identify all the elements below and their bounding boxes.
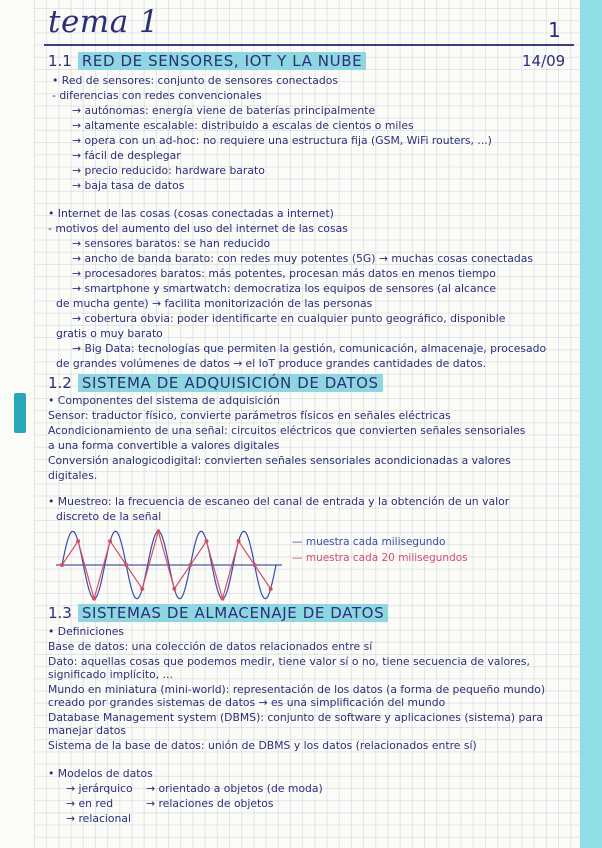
note-line: Sistema de la base de datos: unión de DBMS y los datos (relacionados entre sí) — [48, 739, 477, 752]
sample-point — [253, 563, 257, 567]
note-line: de mucha gente) → facilita monitorización de las personas — [56, 297, 373, 310]
note-line: Mundo en miniatura (mini-world): representación de los datos (a forma de pequeño mundo) creado por grandes sistemas de datos → es una simplificación del mundo — [48, 683, 546, 709]
note-line: → relaciones de objetos — [146, 797, 274, 810]
legend-red: — muestra cada 20 milisegundos — [292, 552, 468, 564]
note-line: → Big Data: tecnologías que permiten la gestión, comunicación, almacenaje, procesado — [72, 342, 547, 355]
sampling-chart — [56, 522, 282, 608]
section-title: SISTEMAS DE ALMACENAJE DE DATOS — [78, 604, 388, 622]
section-heading-1-2 — [48, 374, 383, 392]
section-heading-1-1 — [48, 52, 366, 70]
note-line: → opera con un ad-hoc: no requiere una estructura fija (GSM, WiFi routers, ...) — [72, 134, 492, 147]
section-number: 1.2 — [48, 374, 72, 392]
note-line: • Muestreo: la frecuencia de escaneo del canal de entrada y la obtención de un valor — [48, 495, 510, 508]
note-line: Conversión analogicodigital: convierten señales sensoriales acondicionadas a valores — [48, 454, 511, 467]
sample-point — [156, 529, 160, 533]
note-line: → baja tasa de datos — [72, 179, 185, 192]
sample-point — [237, 539, 241, 543]
sample-point — [124, 563, 128, 567]
note-line: - motivos del aumento del uso del internet de las cosas — [48, 222, 348, 235]
note-line: → smartphone y smartwatch: democratiza los equipos de sensores (al alcance — [72, 282, 497, 295]
note-line: → sensores baratos: se han reducido — [72, 237, 271, 250]
sample-point — [140, 587, 144, 591]
sample-point — [108, 539, 112, 543]
sample-point — [76, 539, 80, 543]
note-line: digitales. — [48, 469, 98, 482]
note-line: de grandes volúmenes de datos → el IoT produce grandes cantidades de datos. — [56, 357, 487, 370]
section-title: RED DE SENSORES, IOT Y LA NUBE — [78, 52, 366, 70]
note-line: → relacional — [66, 812, 131, 825]
section-number: 1.1 — [48, 52, 72, 70]
sample-point — [269, 587, 273, 591]
section-title: SISTEMA DE ADQUISICIÓN DE DATOS — [78, 374, 383, 392]
section-heading-1-3 — [48, 604, 388, 622]
note-line: → precio reducido: hardware barato — [72, 164, 265, 177]
note-line: → autónomas: energía viene de baterías principalmente — [72, 104, 376, 117]
note-line: → ancho de banda barato: con redes muy potentes (5G) → muchas cosas conectadas — [72, 252, 533, 265]
note-line: → procesadores baratos: más potentes, procesan más datos en menos tiempo — [72, 267, 496, 280]
note-line: Database Management system (DBMS): conjunto de software y aplicaciones (sistema) para manejar datos — [48, 711, 543, 737]
page-number: 1 — [548, 18, 561, 42]
date: 14/09 — [522, 52, 566, 70]
note-line: • Modelos de datos — [48, 767, 153, 780]
note-line: Sensor: traductor físico, convierte parámetros físicos en señales eléctricas — [48, 409, 451, 422]
note-line: → en red — [66, 797, 114, 810]
note-line: → fácil de desplegar — [72, 149, 181, 162]
note-line: - diferencias con redes convencionales — [52, 89, 262, 102]
note-line: → altamente escalable: distribuido a escalas de cientos o miles — [72, 119, 414, 132]
note-line: Dato: aquellas cosas que podemos medir, tiene valor sí o no, tiene secuencia de valores, significado implícito, ... — [48, 655, 530, 681]
sample-point — [92, 597, 96, 601]
note-line: a una forma convertible a valores digitales — [48, 439, 280, 452]
sample-point — [204, 539, 208, 543]
legend-blue: — muestra cada milisegundo — [292, 536, 446, 548]
note-line: → cobertura obvia: poder identificarte en cualquier punto geográfico, disponible — [72, 312, 506, 325]
sampling-chart-svg — [56, 522, 282, 608]
note-line: discreto de la señal — [56, 510, 162, 523]
note-line: • Definiciones — [48, 625, 125, 638]
note-line: Acondicionamiento de una señal: circuitos eléctricos que convierten señales sensoriales — [48, 424, 526, 437]
note-line: Base de datos: una colección de datos relacionados entre sí — [48, 640, 373, 653]
page-title: tema 1 — [48, 4, 160, 40]
note-line: • Internet de las cosas (cosas conectadas a internet) — [48, 207, 334, 220]
note-line: → orientado a objetos (de moda) — [146, 782, 323, 795]
note-line: • Componentes del sistema de adquisición — [48, 394, 280, 407]
title-underline — [44, 44, 574, 46]
note-line: • Red de sensores: conjunto de sensores conectados — [52, 74, 338, 87]
note-line: → jerárquico — [66, 782, 133, 795]
note-line: gratis o muy barato — [56, 327, 163, 340]
side-tab-logo — [14, 393, 26, 433]
sample-point — [221, 597, 225, 601]
sample-point — [188, 563, 192, 567]
section-number: 1.3 — [48, 604, 72, 622]
page-edge-strip — [580, 0, 602, 848]
sample-point — [60, 563, 64, 567]
sample-point — [172, 587, 176, 591]
